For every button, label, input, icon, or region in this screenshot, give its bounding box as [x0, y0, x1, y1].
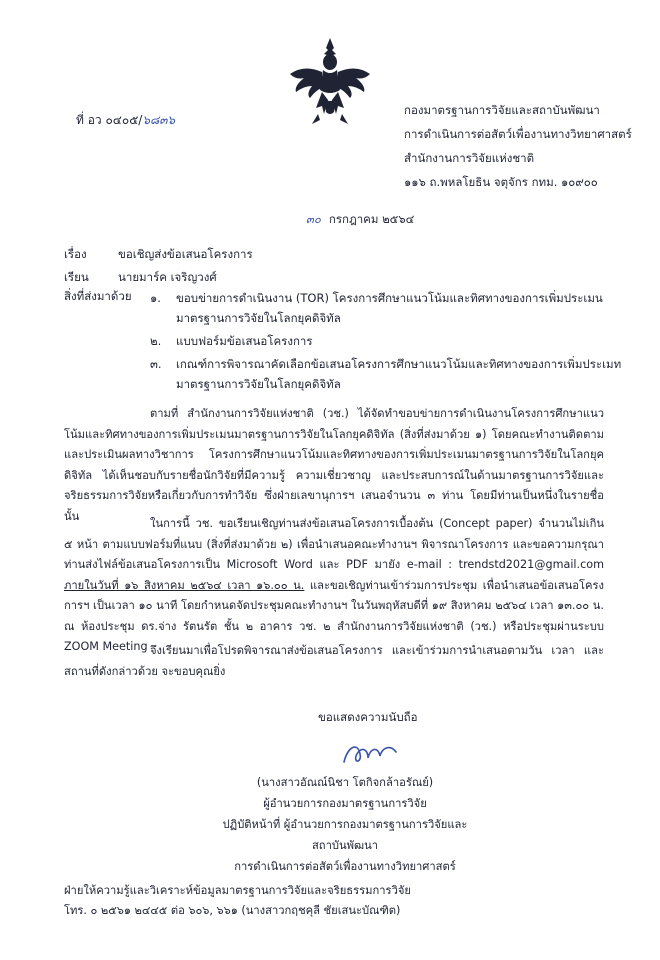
letter-date: [306, 211, 414, 229]
recipient-text: นายมาร์ค เจริญวงศ์: [118, 270, 217, 284]
contact-footer: [64, 881, 411, 921]
signatory-name: (นางสาวอัณณ์นิชา โตกิจกล้าอรัณย์): [256, 776, 434, 789]
enclosures-label: สิ่งที่ส่งมาด้วย: [64, 289, 132, 303]
enclosure-text: แบบฟอร์มข้อเสนอโครงการ: [176, 334, 313, 348]
agency-line: การดำเนินการต่อสัตว์เพื่องานทางวิทยาศาสตร์: [404, 127, 632, 141]
signatory-title: ผู้อำนวยการกองมาตรฐานการวิจัย: [263, 797, 427, 810]
enclosure-text: ขอบข่ายการดำเนินงาน (TOR) โครงการศึกษาแนวโน้มและทิศทางของการเพิ่มประเมนมาตรฐานการวิจัยในโลกยุคดิจิทัล: [176, 291, 603, 325]
body-paragraph-1: [64, 404, 604, 527]
signature-block: [210, 772, 480, 877]
signature-icon: [338, 736, 408, 770]
date-month-year: กรกฎาคม ๒๕๖๔: [328, 212, 415, 226]
footer-phone: โทร. ๐ ๒๕๖๑ ๒๔๔๕ ต่อ ๖๐๖, ๖๖๑ (นางสาวกฤชคุลี ชัยเสนะบัณฑิต): [64, 904, 401, 917]
body-paragraph-3: [64, 641, 604, 682]
enclosure-item: [150, 288, 640, 328]
body-paragraph-2: [64, 514, 604, 658]
recipient-row: [64, 269, 217, 287]
enclosure-number: ๒.: [150, 334, 162, 348]
garuda-emblem-icon: [282, 34, 378, 130]
enclosure-item: [150, 354, 640, 394]
document-number-prefix: ที่ อว ๐๔๐๕/: [76, 113, 143, 127]
recipient-label: เรียน: [64, 270, 89, 284]
date-day-handwritten: ๓๐: [306, 212, 321, 226]
enclosure-item: [150, 331, 640, 351]
subject-row: [64, 246, 253, 264]
deadline-underlined: ภายในวันที่ ๑๖ สิงหาคม ๒๕๖๔ เวลา ๑๖.๐๐ น.: [64, 578, 305, 592]
enclosure-number: ๓.: [150, 357, 162, 371]
agency-line: สำนักงานการวิจัยแห่งชาติ: [404, 151, 535, 165]
paragraph-text: ในการนี้ วช. ขอเรียนเชิญท่านส่งข้อเสนอโครงการเบื้องต้น (Concept paper) จำนวนไม่เกิน ๕ หน้า ตามแบบฟอร์มที่แนบ (สิ่งที่ส่งมาด้วย ๒) เพื่อนำเสนอคณะทำงานฯ พิจารณาโครงการ และขอความกรุณาท่านส่งไฟล์ข้อเสนอโครงการเป็น Microsoft Word และ PDF มายัง e-mail : trendstd2021@gmail.com: [64, 517, 604, 571]
paragraph-text: ตามที่ สำนักงานการวิจัยแห่งชาติ (วช.) ได้จัดทำขอบข่ายการดำเนินงานโครงการศึกษาแนวโน้มและทิศทางของการเพิ่มประเมนมาตรฐานการวิจัยในโลกยุคดิจิทัล (สิ่งที่ส่งมาด้วย ๑) โดยคณะทำงานติดตามและประเมินผลทางวิชาการ โครงการศึกษาแนวโน้มและทิศทางของการเพิ่มประเมนมาตรฐานการวิจัยในโลกยุคดิจิทัล ได้เห็นชอบกับรายชื่อนักวิจัยที่มีความรู้ ความเชี่ยวชาญ และประสบการณ์ในด้านมาตรฐานการวิจัยและจริยธรรมการวิจัยหรือเกี่ยวกับการทำวิจัย ซึ่งฝ่ายเลขานุการฯ เสนอจำนวน ๓ ท่าน โดยมีท่านเป็นหนึ่งในรายชื่อ นั้น: [64, 407, 604, 523]
footer-department: ฝ่ายให้ความรู้และวิเคราะห์ข้อมูลมาตรฐานการวิจัยและจริยธรรมการวิจัย: [64, 884, 411, 897]
document-number: [76, 111, 175, 130]
paragraph-text: และขอเชิญท่านเข้าร่วมการประชุม เพื่อนำเสนอข้อเสนอโครงการฯ เป็นเวลา ๑๐ นาที โดยกำหนดจัดประชุมคณะทำงานฯ ในวันพฤหัสบดีที่ ๑๙ สิงหาคม ๒๕๖๔ เวลา ๑๓.๐๐ น. ณ ห้องประชุม ดร.จ่าง รัตนรัต ชั้น ๒ อาคาร วช. ๒ สำนักงานการวิจัยแห่งชาติ (วช.) หรือประชุมผ่านระบบ ZOOM Meeting: [64, 578, 604, 653]
signatory-acting-title-cont: การดำเนินการต่อสัตว์เพื่องานทางวิทยาศาสตร์: [234, 860, 456, 873]
signatory-acting-title: ปฏิบัติหน้าที่ ผู้อำนวยการกองมาตรฐานการวิจัยและสถาบันพัฒนา: [222, 818, 468, 852]
enclosure-number: ๑.: [150, 291, 161, 305]
enclosure-text: เกณฑ์การพิจารณาคัดเลือกข้อเสนอโครงการศึกษาแนวโน้มและทิศทางของการเพิ่มประเมทมาตรฐานการวิจัยในโลกยุคดิจิทัล: [176, 357, 622, 391]
agency-line: กองมาตรฐานการวิจัยและสถาบันพัฒนา: [404, 103, 600, 117]
subject-text: ขอเชิญส่งข้อเสนอโครงการ: [118, 247, 253, 261]
paragraph-text: จึงเรียนมาเพื่อโปรดพิจารณาส่งข้อเสนอโครงการ และเข้าร่วมการนำเสนอตามวัน เวลา และสถานที่ดังกล่าวด้วย จะขอบคุณยิ่ง: [64, 644, 604, 678]
closing-salutation: ขอแสดงความนับถือ: [318, 710, 418, 724]
subject-label: เรื่อง: [64, 247, 87, 261]
document-number-handwritten: ๖๘๓๖: [142, 113, 176, 127]
agency-line: ๑๑๖ ถ.พหลโยธิน จตุจักร กทม. ๑๐๙๐๐: [404, 175, 598, 189]
agency-address: [404, 98, 632, 194]
